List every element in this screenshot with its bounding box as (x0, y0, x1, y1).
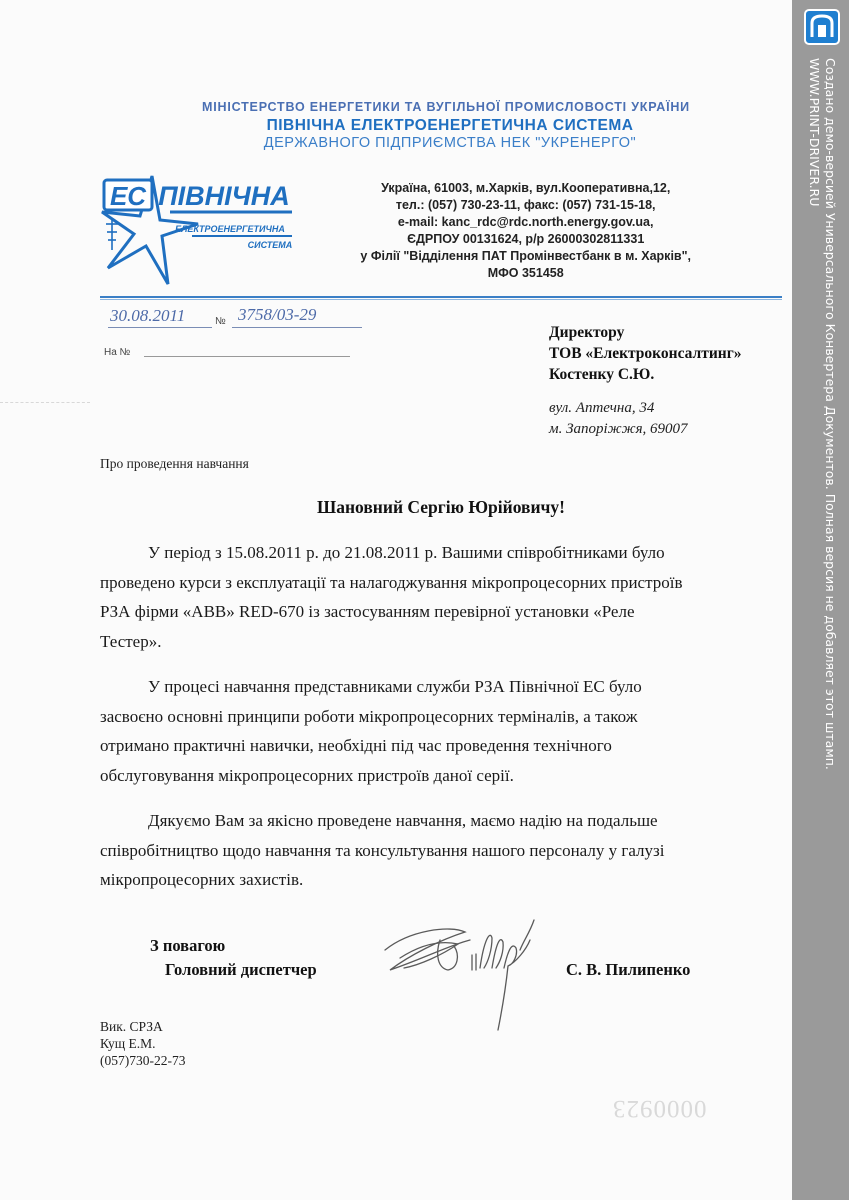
recipient-company: ТОВ «Електроконсалтинг» (549, 345, 742, 362)
executor-department: Вик. СРЗА (100, 1019, 163, 1034)
signer-name: С. В. Пилипенко (566, 960, 691, 979)
logo-line2: СИСТЕМА (247, 240, 293, 250)
watermark-line2: WWW.PRINT-DRIVER.RU (807, 58, 822, 207)
converter-logo-icon (804, 9, 840, 45)
header-divider (100, 296, 782, 298)
number-label: № (215, 316, 226, 327)
paragraph-line: отримано практичні навички, необхідні під час проведення технічного (100, 736, 612, 756)
signer-position: Головний диспетчер (165, 960, 317, 979)
header-divider-thin (100, 299, 782, 300)
handwritten-signature (380, 910, 550, 1040)
contact-bank: у Філії "Відділення ПАТ Промінвестбанк в м. Харків", (360, 249, 691, 263)
registration-number: 3758/03-29 (238, 305, 317, 324)
paragraph-line: У процесі навчання представниками служби РЗА Північної ЕС було (148, 677, 642, 696)
watermark-text (806, 58, 838, 770)
number-underline (232, 327, 362, 328)
closing: З повагою (150, 936, 226, 955)
contact-mfo: МФО 351458 (487, 266, 564, 280)
logo-line1: ЕЛЕКТРОЕНЕРГЕТИЧНА (175, 224, 285, 234)
paragraph-line: проведено курси з експлуатації та налагоджування мікропроцесорних пристроїв (100, 572, 683, 592)
paragraph-line: Дякуємо Вам за якісно проведене навчання, маємо надію на подальше (148, 811, 658, 830)
paragraph-line: Тестер». (100, 631, 162, 651)
letter-subject: Про проведення навчання (100, 456, 249, 471)
reference-label: На № (104, 347, 131, 358)
recipient-title: Директору (549, 324, 625, 341)
watermark-line1: Создано демо-версией Универсального Конвертера Документов. Полная версия не добавляет этот штамп. (823, 58, 838, 770)
paragraph-2 (100, 672, 790, 790)
salutation: Шановний Сергію Юрійовичу! (316, 497, 566, 517)
recipient-name: Костенку С.Ю. (549, 366, 655, 383)
paragraph-3 (100, 806, 790, 895)
fold-mark (0, 402, 90, 403)
paragraph-line: обслуговування мікропроцесорних пристроїв даної серії. (100, 765, 514, 785)
organization-parent: ДЕРЖАВНОГО ПІДПРИЄМСТВА НЕК "УКРЕНЕРГО" (263, 135, 637, 151)
paragraph-line: співробітництво щодо навчання та консультування нашого персоналу у галузі (100, 840, 665, 860)
paragraph-line: мікропроцесорних захистів. (100, 870, 304, 890)
registration-date: 30.08.2011 (110, 306, 186, 325)
executor-name: Кущ Е.М. (100, 1036, 156, 1051)
reference-underline (144, 356, 350, 357)
logo-abbr: ЕС (109, 181, 147, 211)
paragraph-line: У період з 15.08.2011 р. до 21.08.2011 р. Вашими співробітниками було (148, 543, 665, 562)
executor-phone: (057)730-22-73 (100, 1053, 186, 1068)
date-underline (108, 327, 212, 328)
ministry-title: МІНІСТЕРСТВО ЕНЕРГЕТИКИ ТА ВУГІЛЬНОЇ ПРОМИСЛОВОСТІ УКРАЇНИ (202, 100, 690, 114)
contact-phone: тел.: (057) 730-23-11, факс: (057) 731-15-18, (395, 198, 656, 212)
contact-address: Україна, 61003, м.Харків, вул.Кооперативна,12, (381, 181, 671, 195)
paragraph-1 (100, 538, 790, 656)
recipient-block (549, 322, 742, 385)
paragraph-line: РЗА фірми «ABB» RED-670 із застосуванням перевірної установки «Реле (100, 602, 635, 622)
company-logo (100, 172, 300, 292)
recipient-street: вул. Аптечна, 34 (549, 400, 655, 416)
logo-name: ПІВНІЧНА (158, 181, 290, 211)
executor-block (100, 1018, 185, 1069)
paragraph-line: засвоєно основні принципи роботи мікропроцесорних терміналів, а також (100, 706, 638, 726)
contact-edrpou: ЄДРПОУ 00131624, р/р 26000302811331 (407, 232, 645, 246)
recipient-address (549, 398, 688, 440)
contact-block (360, 180, 691, 282)
serial-number: 0000923 (612, 1095, 707, 1122)
recipient-city: м. Запоріжжя, 69007 (549, 421, 688, 437)
organization-name: ПІВНІЧНА ЕЛЕКТРОЕНЕРГЕТИЧНА СИСТЕМА (266, 117, 634, 134)
contact-email: e-mail: kanc_rdc@rdc.north.energy.gov.ua, (397, 215, 654, 229)
